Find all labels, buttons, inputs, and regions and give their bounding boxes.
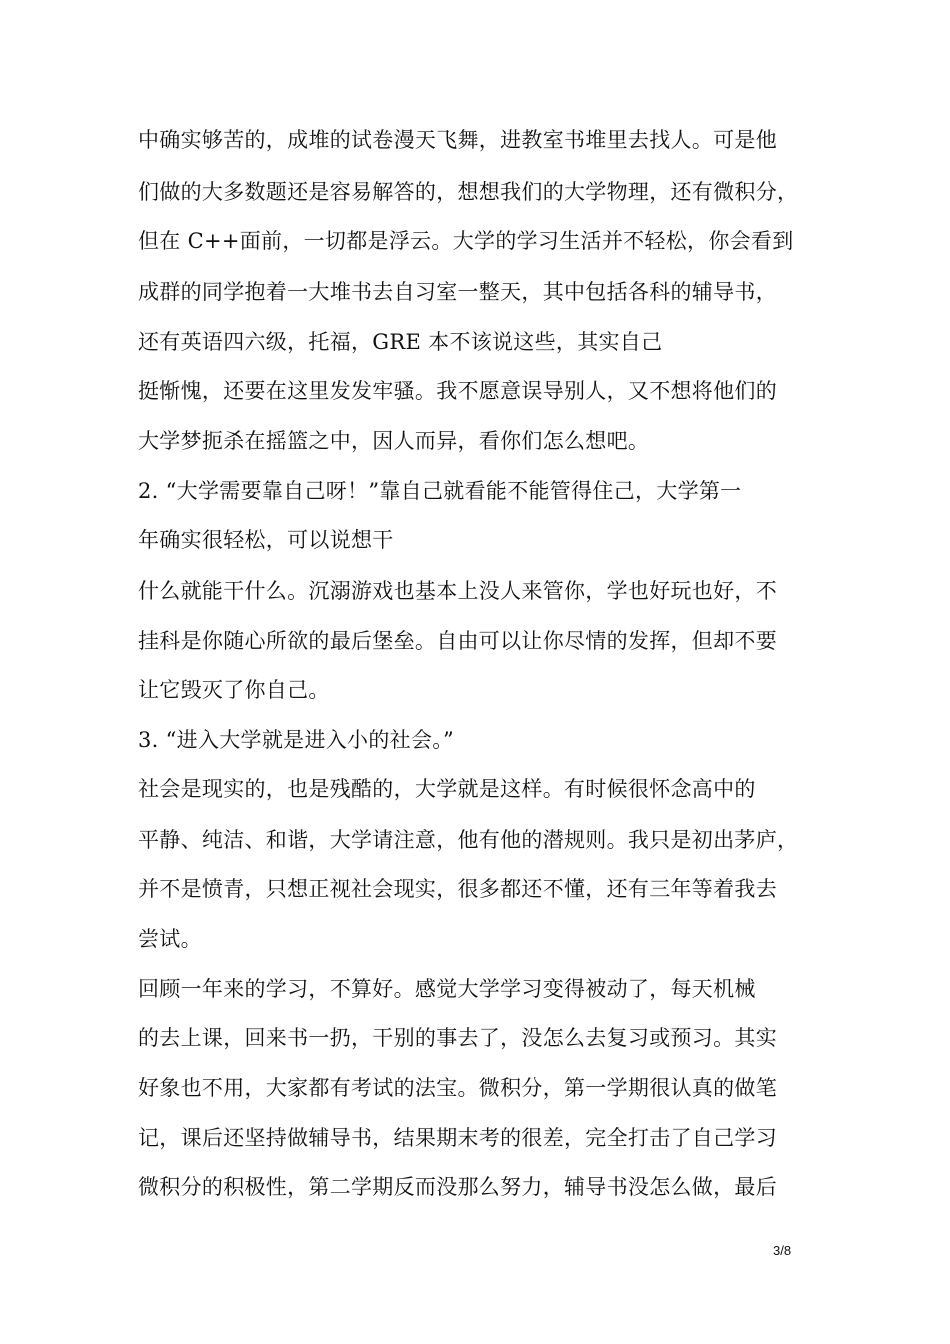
text-line: 成群的同学抱着一大堆书去自习室一整天，其中包括各科的辅导书， bbox=[138, 280, 777, 304]
text-line: 微积分的积极性，第二学期反而没那么努力，辅导书没怎么做，最后 bbox=[138, 1175, 777, 1199]
text-line: 挂科是你随心所欲的最后堡垒。自由可以让你尽情的发挥，但却不要 bbox=[138, 629, 777, 653]
text-line: 但在 C++面前，一切都是浮云。大学的学习生活并不轻松，你会看到 bbox=[138, 229, 794, 253]
text-line: 中确实够苦的，成堆的试卷漫天飞舞，进教室书堆里去找人。可是他 bbox=[138, 128, 777, 152]
text-line: 年确实很轻松，可以说想干 bbox=[138, 528, 394, 552]
text-line: 社会是现实的，也是残酷的，大学就是这样。有时候很怀念高中的 bbox=[138, 777, 756, 801]
text-line: 还有英语四六级，托福，GRE 本不该说这些，其实自己 bbox=[138, 330, 663, 354]
text-line: 什么就能干什么。沉溺游戏也基本上没人来管你，学也好玩也好，不 bbox=[138, 579, 777, 603]
text-line: 们做的大多数题还是容易解答的，想想我们的大学物理，还有微积分， bbox=[138, 180, 799, 204]
text-line: 的去上课，回来书一扔，干别的事去了，没怎么去复习或预习。其实 bbox=[138, 1026, 777, 1050]
text-line: 回顾一年来的学习，不算好。感觉大学学习变得被动了，每天机械 bbox=[138, 977, 756, 1001]
text-line: 大学梦扼杀在摇篮之中，因人而异，看你们怎么想吧。 bbox=[138, 429, 650, 453]
text-line: 好象也不用，大家都有考试的法宝。微积分，第一学期很认真的做笔 bbox=[138, 1076, 777, 1100]
text-line: 尝试。 bbox=[138, 927, 202, 951]
text-line: 记，课后还坚持做辅导书，结果期末考的很差，完全打击了自己学习 bbox=[138, 1126, 777, 1150]
text-line: 让它毁灭了你自己。 bbox=[138, 678, 330, 702]
page-number: 3/8 bbox=[773, 1243, 792, 1258]
list-item-heading: 2. “大学需要靠自己呀！”靠自己就看能不能管得住己，大学第一 bbox=[138, 479, 742, 503]
text-line: 挺惭愧，还要在这里发发牢骚。我不愿意误导别人，又不想将他们的 bbox=[138, 379, 777, 403]
list-item-heading: 3. “进入大学就是进入小的社会。” bbox=[138, 728, 455, 752]
text-line: 并不是愤青，只想正视社会现实，很多都还不懂，还有三年等着我去 bbox=[138, 877, 777, 901]
text-line: 平静、纯洁、和谐，大学请注意，他有他的潜规则。我只是初出茅庐， bbox=[138, 828, 799, 852]
